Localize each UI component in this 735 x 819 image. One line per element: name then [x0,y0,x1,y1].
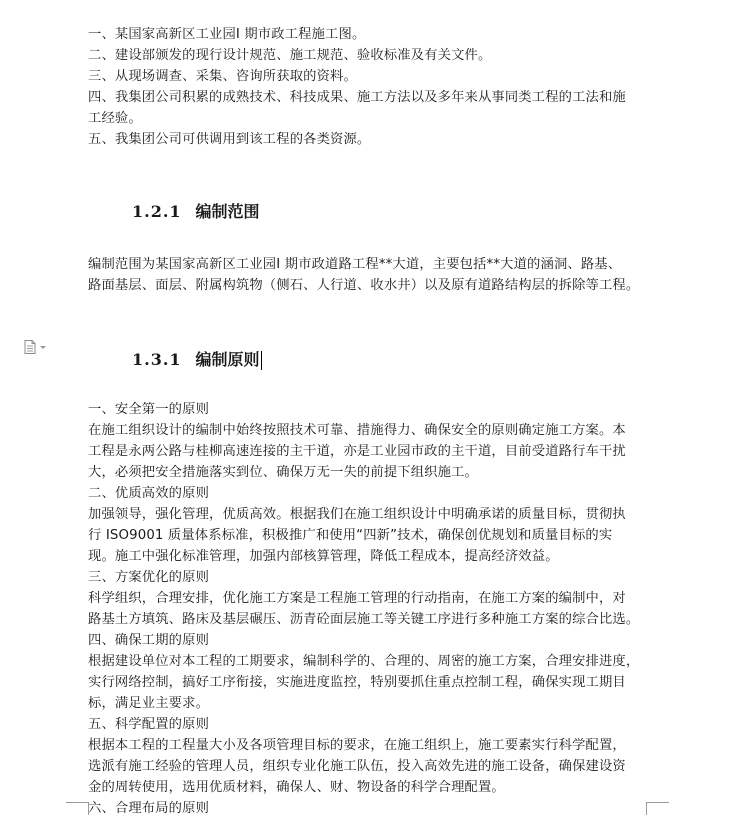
section-title: 编制范围 [195,202,260,221]
document-body [88,24,648,819]
scope-paragraph [88,254,648,296]
paragraph-line: 大，必须把安全措施落实到位、确保万无一失的前提下组织施工。 [88,465,478,480]
text-cursor [261,351,262,370]
document-options-icon [24,340,50,354]
principle-heading: 二、优质高效的原则 [88,486,210,501]
page-corner-mark-left [66,802,89,815]
basis-list [88,24,648,150]
basis-item: 一、某国家高新区工业园Ⅰ 期市政工程施工图。 [88,27,366,42]
principle-heading: 四、确保工期的原则 [88,633,210,648]
paragraph-line: 实行网络控制，搞好工序衔接，实施进度监控，特别要抓住重点控制工程，确保实现工期目 [88,675,626,690]
paragraph-line: 金的周转使用，选用优质材料，确保人、财、物设备的科学合理配置。 [88,780,505,795]
paragraph-line: 选派有施工经验的管理人员，组织专业化施工队伍，投入高效先进的施工设备，确保建设资 [88,759,626,774]
paragraph-line: 路基土方填筑、路床及基层碾压、沥青砼面层施工等关键工序进行多种施工方案的综合比选。 [88,612,640,627]
basis-item: 三、从现场调查、采集、咨询所获取的资料。 [88,69,357,84]
basis-item: 四、我集团公司积累的成熟技术、科技成果、施工方法以及多年来从事同类工程的工法和施 [88,90,626,105]
paragraph-line: 行 ISO9001 质量体系标准，积极推广和使用“四新”技术，确保创优规划和质量目标的实 [88,528,613,543]
section-number: 1.2.1 [132,202,182,221]
principle-heading: 六、合理布局的原则 [88,801,210,816]
paragraph-line: 加强领导，强化管理，优质高效。根据我们在施工组织设计中明确承诺的质量目标，贯彻执 [88,507,626,522]
principles-body [88,399,648,819]
section-title: 编制原则 [195,350,260,369]
page-corner-mark-right [646,802,669,815]
basis-item: 工经验。 [88,111,142,126]
paragraph-line: 标，满足业主要求。 [88,696,210,711]
principle-heading: 五、科学配置的原则 [88,717,210,732]
basis-item: 二、建设部颁发的现行设计规范、施工规范、验收标准及有关文件。 [88,48,492,63]
paragraph-line: 根据建设单位对本工程的工期要求，编制科学的、合理的、周密的施工方案，合理安排进度， [88,654,640,669]
section-heading-scope[interactable] [88,200,648,224]
principle-heading: 三、方案优化的原则 [88,570,210,585]
paragraph-line: 现。施工中强化标准管理，加强内部核算管理，降低工程成本，提高经济效益。 [88,549,559,564]
paragraph-line: 编制范围为某国家高新区工业园Ⅰ 期市政道路工程**大道，主要包括**大道的涵洞、路基、 [88,257,622,272]
paragraph-line: 科学组织，合理安排，优化施工方案是工程施工管理的行动指南，在施工方案的编制中，对 [88,591,626,606]
paragraph-line: 工程是永两公路与桂柳高速连接的主干道，亦是工业园市政的主干道，目前受道路行车干扰 [88,444,626,459]
paragraph-line: 在施工组织设计的编制中始终按照技术可靠、措施得力、确保安全的原则确定施工方案。本 [88,423,626,438]
paragraph-line: 根据本工程的工程量大小及各项管理目标的要求，在施工组织上，施工要素实行科学配置， [88,738,626,753]
section-heading-principles[interactable] [88,348,648,372]
paragraph-line: 路面基层、面层、附属构筑物（侧石、人行道、收水井）以及原有道路结构层的拆除等工程。 [88,278,640,293]
basis-item: 五、我集团公司可供调用到该工程的各类资源。 [88,132,371,147]
paragraph-options-icon[interactable] [24,339,50,353]
section-number: 1.3.1 [132,350,182,369]
principle-heading: 一、安全第一的原则 [88,402,210,417]
